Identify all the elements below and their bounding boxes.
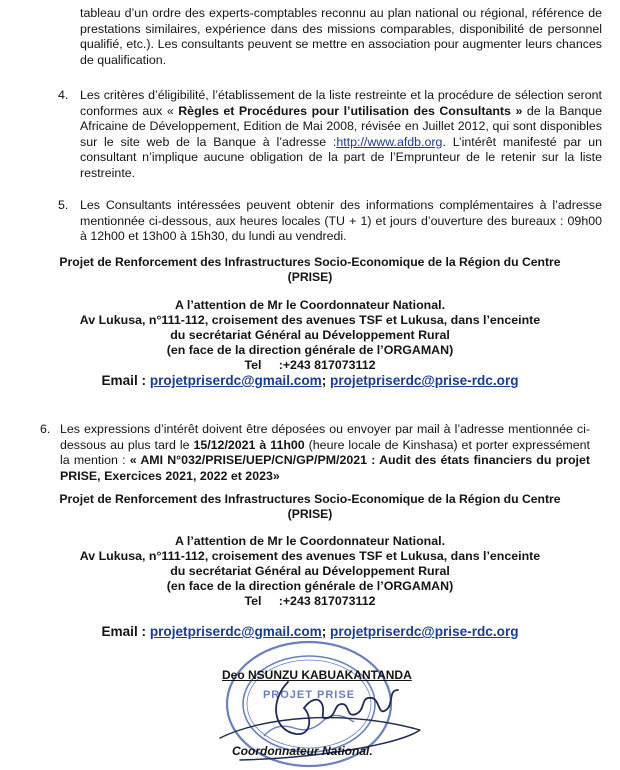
item6-text-before: Les expressions d’intérêt doivent être déposées ou envoyer par mail à l’adresse mentionnée ci-dessous au plus tard le (60, 422, 590, 452)
signatory-role: Coordonnateur National. (232, 744, 373, 758)
tel-line-2 (0, 594, 620, 609)
item6-number: 6. (40, 422, 51, 436)
signature-stroke-3 (372, 690, 398, 711)
item4-text-before: Les critères d’éligibilité, l’établissement de la liste restreinte et la procédure de sélection seront conformes aux « (80, 88, 602, 118)
email-line-1 (0, 373, 620, 388)
address-line3-2: (en face de la direction générale de l’ORGAMAN) (166, 579, 454, 593)
signature-stroke-2 (304, 698, 372, 719)
intro-paragraph: tableau d’un ordre des experts-comptables reconnu au plan national ou régional, référence de prestations similaires, expérience dans des missions comparables, disponibilité de personnel qualifié, etc.). Les consultants peuvent se mettre en association pour augmenter leurs chances de qualification. (80, 6, 602, 67)
item4-text-after: . L’intérêt manifesté par un consultant n’implique aucune obligation de la part de l’Emprunteur de le retenir sur la liste restreinte. (80, 134, 602, 180)
item4-text-middle: de la Banque Africaine de Développement, Edition de Mai 2008, révisée en Juillet 2012, qui sont disponibles sur le site web de la Banque à l’adresse : (80, 103, 602, 149)
item6-mention: « AMI N°032/PRISE/UEP/CN/GP/PM/2021 : Audit des états financiers du projet PRISE, Exercices 2021, 2022 et 2023» (60, 453, 591, 483)
email-prise-link-1[interactable]: projetpriserdc@prise-rdc.org (330, 373, 519, 388)
project-title-2: Projet de Renforcement des Infrastructures Socio-Economique de la Région du Centre (59, 492, 561, 506)
signatory-name: Deo NSUNZU KABUAKANTANDA (222, 668, 412, 682)
email-label-2: Email : (101, 624, 150, 639)
attention-1: A l’attention de Mr le Coordonnateur National. (174, 298, 446, 312)
tel-label-2: Tel (244, 594, 262, 608)
email-gmail-link-2[interactable]: projetpriserdc@gmail.com (149, 624, 322, 639)
item4-paragraph (80, 88, 602, 182)
address-line2-2: du secrétariat Général au Développement Rural (170, 564, 450, 578)
project-acronym-2: (PRISE) (287, 507, 333, 521)
tel-value-2: :+243 817073112 (278, 594, 376, 608)
item6-deadline: 15/12/2021 à 11h00 (193, 437, 305, 452)
address-line1-2: Av Lukusa, n°111-112, croisement des avenues TSF et Lukusa, dans l’enceinte (79, 549, 541, 563)
address-line2-1: du secrétariat Général au Développement Rural (170, 328, 450, 342)
email-sep-2: ; (321, 624, 331, 639)
address-line3-1: (en face de la direction générale de l’ORGAMAN) (166, 343, 454, 357)
item6-text-middle: (heure locale de Kinshasa) et porter expressément la mention : (60, 437, 590, 468)
afdb-link[interactable]: http://www.afdb.org (336, 134, 443, 149)
item5-number: 5. (58, 198, 69, 212)
project-title-1: Projet de Renforcement des Infrastructures Socio-Economique de la Région du Centre (59, 255, 561, 269)
email-label-1: Email : (101, 373, 150, 388)
item5-paragraph: Les Consultants intéressées peuvent obtenir des informations complémentaires à l’adresse mentionnée ci-dessous, aux heures locales (TU + 1) et jours d’ouverture des bureaux : 09h00 à 12h00 et 13h00 à 15h30, du lundi au vendredi. (80, 198, 602, 244)
email-sep-1: ; (321, 373, 331, 388)
stamp-center-text: PROJET PRISE (262, 689, 356, 701)
email-gmail-link-1[interactable]: projetpriserdc@gmail.com (149, 373, 322, 388)
tel-value-1: :+243 817073112 (278, 358, 376, 372)
project-acronym-1: (PRISE) (287, 270, 333, 284)
email-line-2 (0, 624, 620, 639)
tel-line-1 (0, 358, 620, 373)
item6-paragraph (60, 422, 590, 484)
address-line1-1: Av Lukusa, n°111-112, croisement des avenues TSF et Lukusa, dans l’enceinte (79, 313, 541, 327)
email-prise-link-2[interactable]: projetpriserdc@prise-rdc.org (330, 624, 519, 639)
tel-label-1: Tel (244, 358, 262, 372)
attention-2: A l’attention de Mr le Coordonnateur National. (174, 534, 446, 548)
item4-number: 4. (58, 88, 69, 102)
item4-bold-title: Règles et Procédures pour l’utilisation des Consultants » (178, 103, 523, 118)
